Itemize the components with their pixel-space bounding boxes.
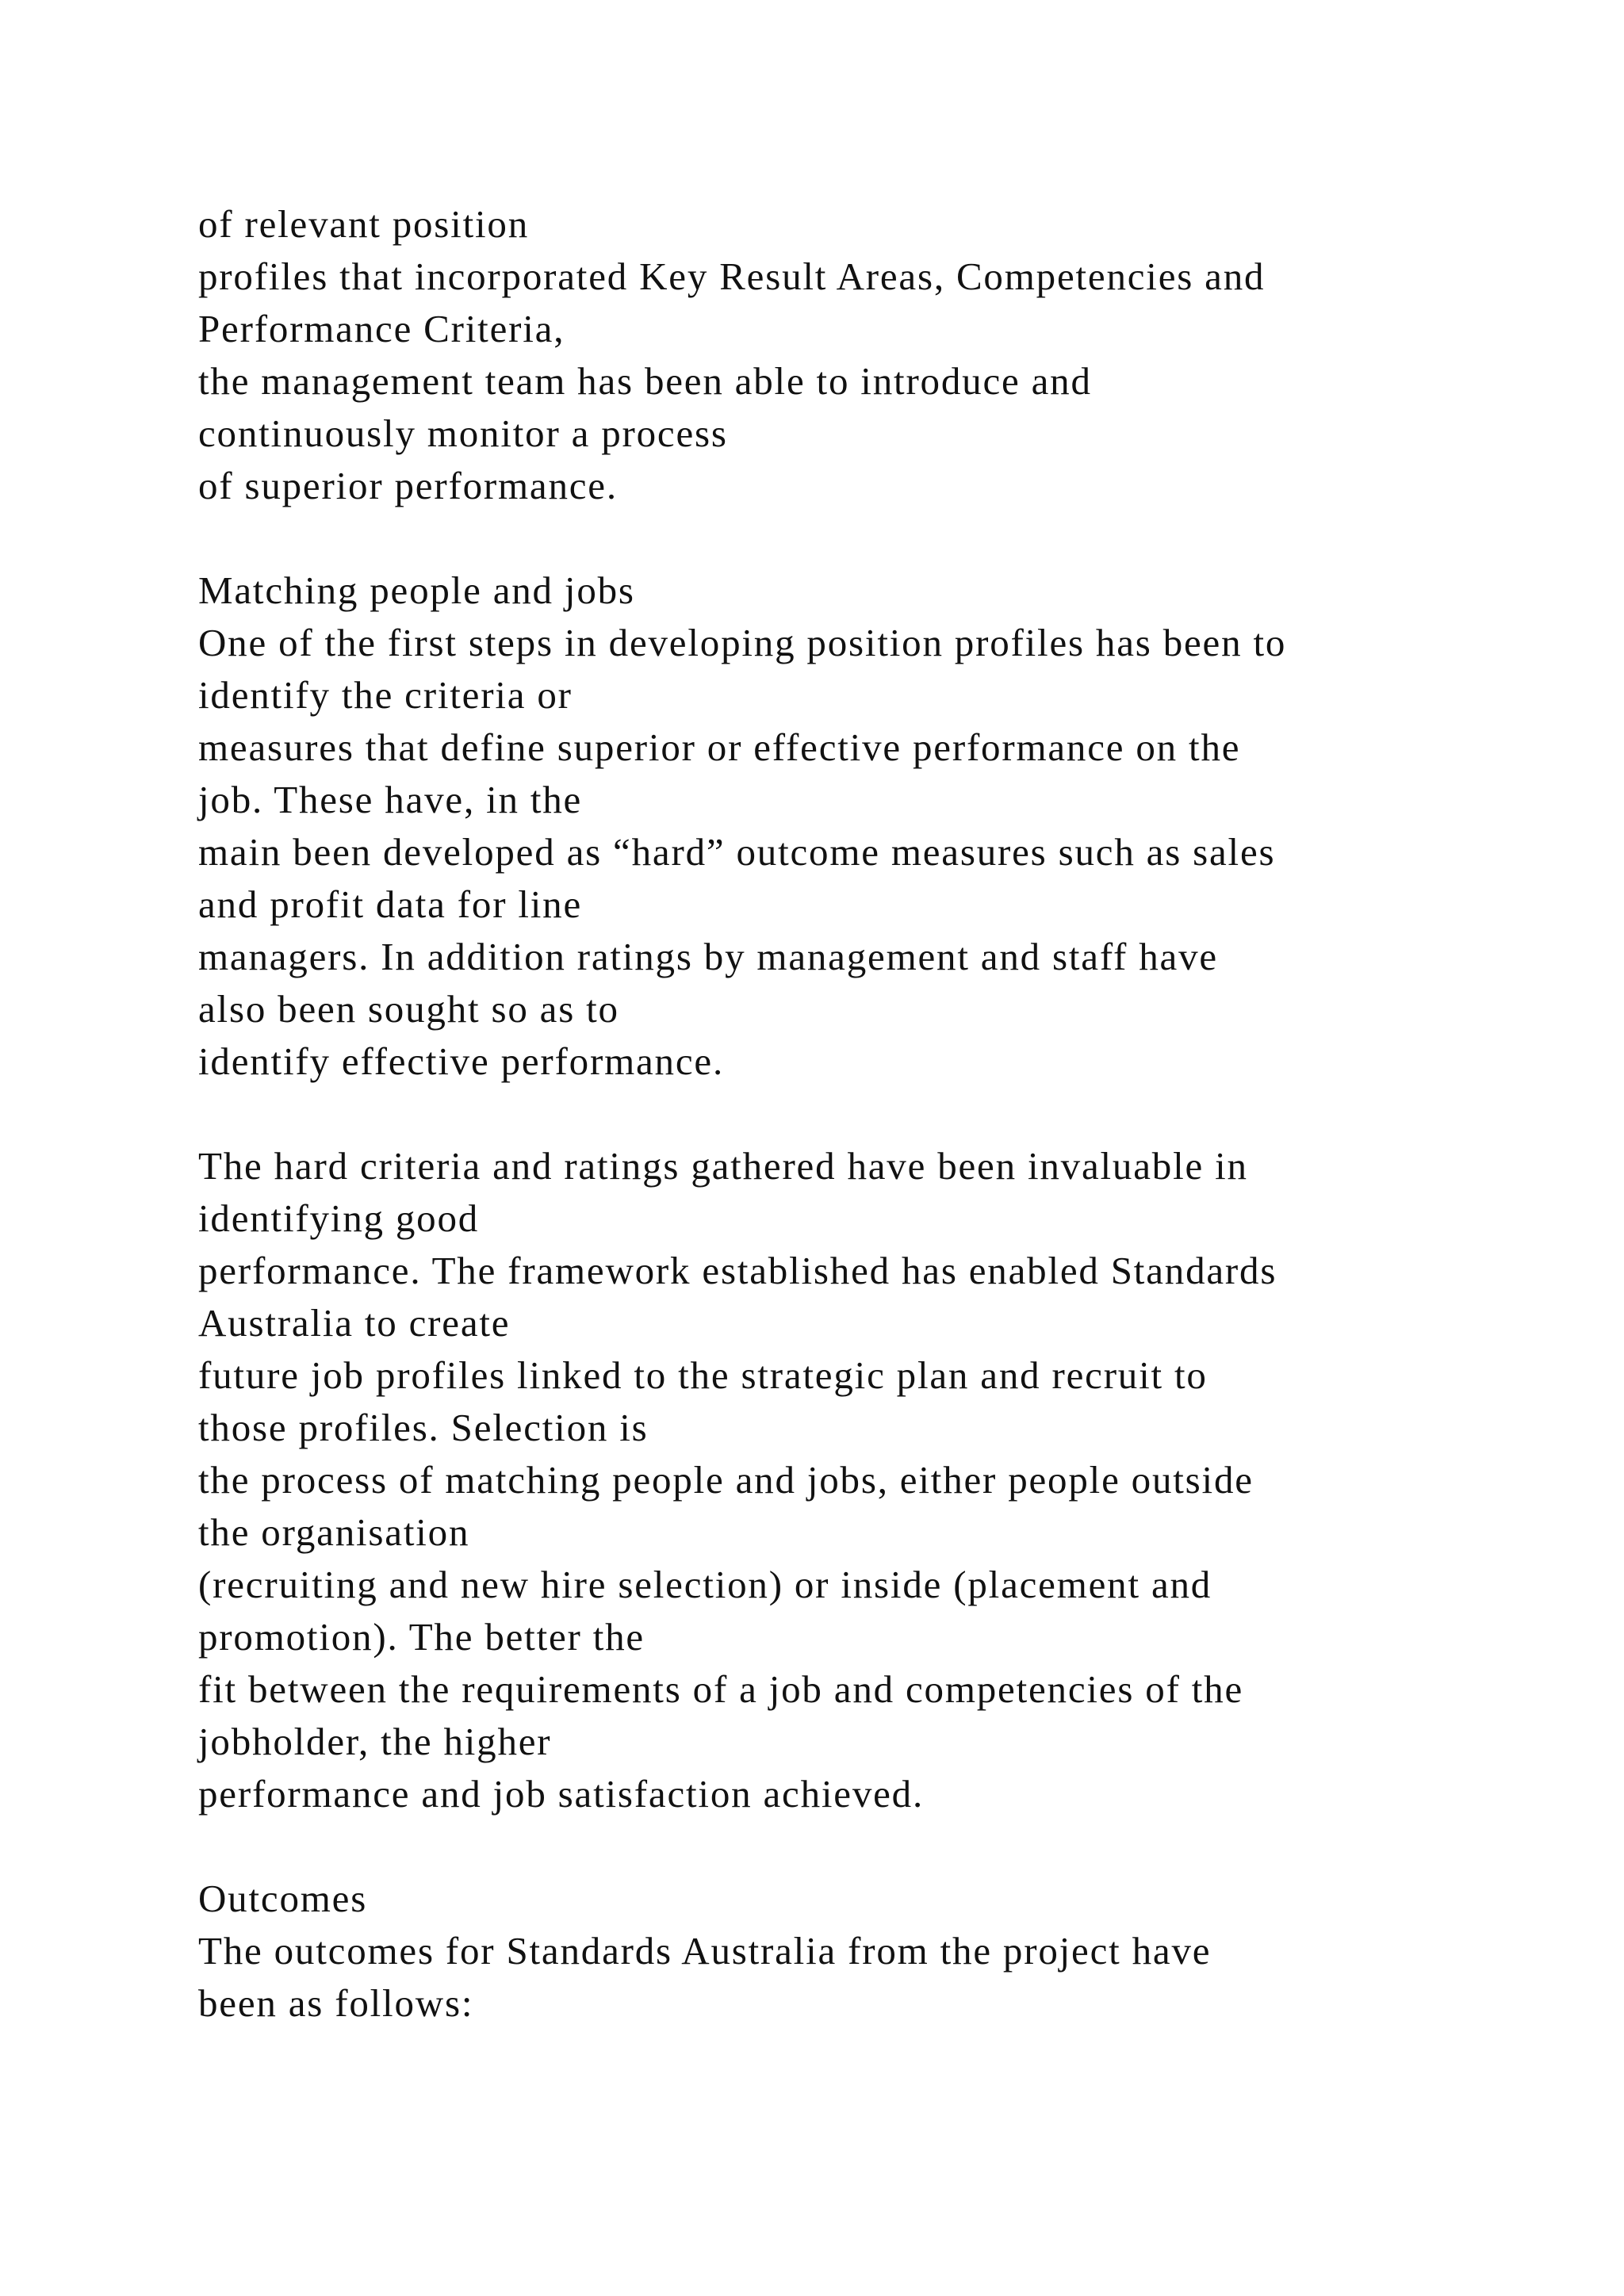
text-line: Outcomes xyxy=(198,1877,368,1920)
text-line: performance and job satisfaction achieved. xyxy=(198,1772,925,1816)
text-line: The hard criteria and ratings gathered have been invaluable in xyxy=(198,1144,1248,1188)
text-line: continuously monitor a process xyxy=(198,411,728,455)
text-line: the process of matching people and jobs, either people outside xyxy=(198,1458,1254,1502)
outcomes-section xyxy=(198,1873,1546,2030)
text-line: profiles that incorporated Key Result Areas, Competencies and xyxy=(198,254,1266,298)
text-line: main been developed as “hard” outcome measures such as sales xyxy=(198,830,1276,874)
text-line: future job profiles linked to the strategic plan and recruit to xyxy=(198,1353,1208,1397)
text-line: of relevant position xyxy=(198,202,530,246)
text-line: jobholder, the higher xyxy=(198,1720,552,1763)
text-line: promotion). The better the xyxy=(198,1615,645,1659)
text-line: the organisation xyxy=(198,1510,470,1554)
text-line: been as follows: xyxy=(198,1981,474,2025)
text-line: of superior performance. xyxy=(198,464,618,507)
text-line: Performance Criteria, xyxy=(198,307,565,350)
text-line: managers. In addition ratings by management and staff have xyxy=(198,935,1218,978)
document-body xyxy=(198,198,1546,2030)
text-line: (recruiting and new hire selection) or inside (placement and xyxy=(198,1563,1212,1606)
text-line: those profiles. Selection is xyxy=(198,1406,649,1449)
text-line: job. These have, in the xyxy=(198,778,583,821)
text-line: The outcomes for Standards Australia from the project have xyxy=(198,1929,1212,1973)
text-line: fit between the requirements of a job and competencies of the xyxy=(198,1667,1244,1711)
text-line: the management team has been able to introduce and xyxy=(198,359,1092,403)
text-line: One of the first steps in developing position profiles has been to xyxy=(198,621,1287,664)
paragraph-spacer xyxy=(198,1088,1546,1140)
matching-section xyxy=(198,564,1546,1088)
text-line: Matching people and jobs xyxy=(198,568,635,612)
text-line: also been sought so as to xyxy=(198,987,619,1031)
text-line: measures that define superior or effective performance on the xyxy=(198,725,1241,769)
intro-paragraph xyxy=(198,198,1546,512)
text-line: and profit data for line xyxy=(198,882,583,926)
text-line: Australia to create xyxy=(198,1301,511,1345)
text-line: performance. The framework established has enabled Standards xyxy=(198,1249,1277,1292)
criteria-paragraph xyxy=(198,1140,1546,1820)
paragraph-spacer xyxy=(198,1820,1546,1873)
paragraph-spacer xyxy=(198,512,1546,564)
text-line: identify effective performance. xyxy=(198,1039,724,1083)
text-line: identify the criteria or xyxy=(198,673,573,717)
text-line: identifying good xyxy=(198,1196,480,1240)
